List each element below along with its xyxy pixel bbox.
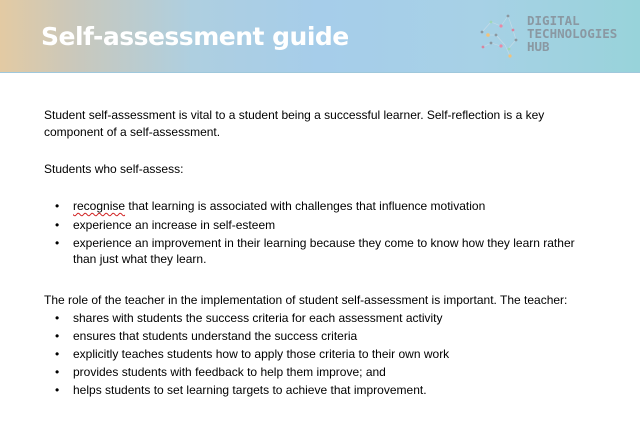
- list-item: [44, 365, 584, 381]
- bullet-icon: •: [55, 329, 60, 343]
- logo-line-hub: HUB: [527, 39, 550, 54]
- bullet-icon: •: [55, 347, 60, 361]
- intro-paragraph: Student self-assessment is vital to a student being a successful learner. Self-reflection is a key component of a self-assessment.: [44, 108, 545, 139]
- list-item-text: experience an improvement in their learning because they come to know how they learn rather than just what they learn.: [73, 236, 575, 266]
- list-item: [44, 218, 584, 234]
- bullet-icon: •: [55, 311, 60, 325]
- bullet-icon: •: [55, 217, 60, 232]
- students-heading: Students who self-assess:: [44, 162, 184, 176]
- digital-technologies-hub-logo: [478, 13, 638, 61]
- logo-line-digital: DIGITAL: [527, 13, 580, 28]
- teacher-heading: The role of the teacher in the implementation of student self-assessment is important. The teacher:: [44, 293, 568, 307]
- list-item-text: provides students with feedback to help them improve; and: [73, 365, 386, 379]
- list-item-text: shares with students the success criteria for each assessment activity: [73, 311, 443, 325]
- list-item: [44, 383, 584, 399]
- list-item-text: helps students to set learning targets to achieve that improvement.: [73, 383, 427, 397]
- list-item: [44, 199, 584, 215]
- bullet-icon: •: [55, 236, 60, 250]
- list-item: [44, 347, 584, 363]
- header-banner: [0, 0, 640, 73]
- list-item-text: that learning is associated with challenges that influence motivation: [125, 199, 486, 213]
- list-item-text: explicitly teaches students how to apply those criteria to their own work: [73, 347, 450, 361]
- students-list: [44, 199, 584, 270]
- list-item: [44, 329, 584, 345]
- page-title: Self-assessment guide: [41, 22, 349, 51]
- misspelled-word: recognise: [73, 199, 126, 213]
- bullet-icon: •: [55, 365, 60, 379]
- logo-wordmark: [527, 14, 617, 53]
- bullet-icon: •: [55, 383, 60, 397]
- list-item: [44, 236, 584, 267]
- logo-line-technologies: TECHNOLOGIES: [527, 26, 618, 41]
- list-item-text: experience an increase in self-esteem: [73, 217, 276, 232]
- bullet-icon: •: [55, 199, 60, 213]
- network-dots-icon: [478, 13, 526, 61]
- list-item-text: ensures that students understand the success criteria: [73, 329, 358, 343]
- teacher-list: [44, 311, 584, 401]
- list-item: [44, 311, 584, 327]
